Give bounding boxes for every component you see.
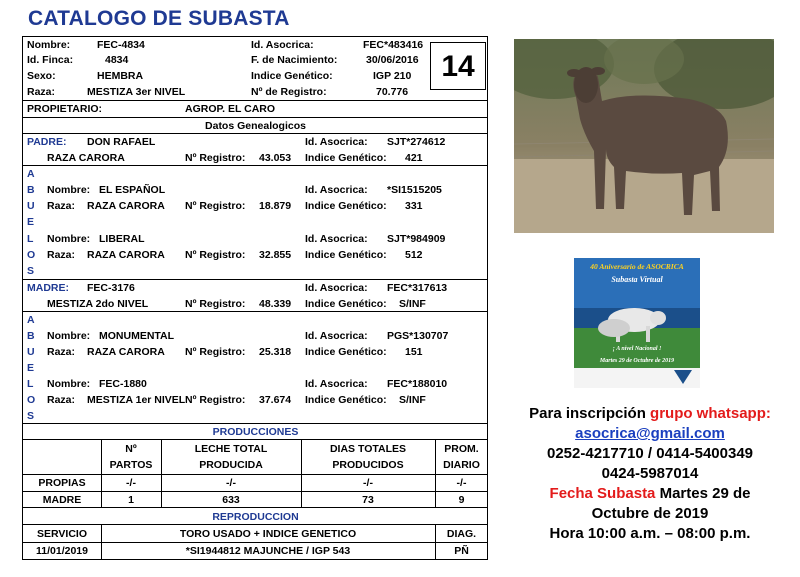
abuelo-m1-genetico-label: Indice Genético: (305, 346, 387, 358)
auction-poster (574, 258, 700, 388)
col-prom-header: DIARIO (443, 459, 480, 471)
abuelos-letter: L (27, 378, 34, 390)
abuelo-m1-asocrica: PGS*130707 (387, 330, 449, 342)
lot-number: 14 (430, 42, 486, 90)
poster-headline: 40 Aniversario de ASOCRICA (590, 262, 684, 271)
raza-value: MESTIZA 3er NIVEL (87, 86, 186, 98)
col-dias-header: PRODUCIDOS (332, 459, 404, 471)
abuelo-p2-genetico-label: Indice Genético: (305, 249, 387, 261)
abuelo-p1-nombre: EL ESPAÑOL (99, 184, 166, 196)
propietario-label: PROPIETARIO: (27, 103, 103, 115)
abuelo-m2-registro-label: Nº Registro: (185, 394, 246, 406)
abuelo-p1-asocrica-label: Id. Asocrica: (305, 184, 368, 196)
asocrica-label: Id. Asocrica: (251, 39, 314, 51)
abuelos-letter: B (27, 330, 35, 342)
padre-registro: 43.053 (259, 152, 292, 164)
nombre-label: Nombre: (27, 39, 71, 51)
abuelo-m2-raza-label: Raza: (47, 394, 76, 406)
registro-value: 70.776 (376, 86, 409, 98)
prod-row-label: MADRE (42, 494, 82, 506)
col-partos-header: PARTOS (109, 459, 153, 471)
raza-label: Raza: (27, 86, 56, 98)
col-dias-header: DIAS TOTALES (329, 443, 407, 455)
padre-raza: RAZA CARORA (47, 152, 125, 164)
prod-row-prom: 9 (458, 494, 465, 506)
fecha-line: Fecha Subasta Martes 29 de (549, 485, 751, 502)
madre-asocrica-label: Id. Asocrica: (305, 282, 368, 294)
padre-label: PADRE: (27, 136, 67, 148)
abuelo-m1-genetico: 151 (405, 346, 423, 358)
prod-row-prom: -/- (456, 477, 467, 489)
abuelos-letter: E (27, 362, 35, 374)
poster-date: Martes 29 de Octubre de 2019 (599, 358, 675, 364)
abuelos-letter: O (27, 249, 36, 261)
abuelo-p1-genetico-label: Indice Genético: (305, 200, 387, 212)
producciones-header: PRODUCCIONES (212, 426, 299, 438)
madre-asocrica: FEC*317613 (387, 282, 448, 294)
col-diag-header: DIAG. (446, 528, 477, 540)
abuelo-m2-nombre: FEC-1880 (99, 378, 147, 390)
abuelo-p2-asocrica-label: Id. Asocrica: (305, 233, 368, 245)
abuelo-p2-genetico: 512 (405, 249, 423, 261)
poster-tagline: ¡ A nivel Nacional ! (612, 346, 662, 352)
abuelos-letter: U (27, 346, 35, 358)
madre-genetico-label: Indice Genético: (305, 298, 387, 310)
abuelo-p2-registro-label: Nº Registro: (185, 249, 246, 261)
phones-line-2: 0424-5987014 (601, 465, 699, 482)
abuelo-p1-asocrica: *SI1515205 (387, 184, 442, 196)
padre-asocrica: SJT*274612 (387, 136, 446, 148)
abuelos-letter: E (27, 216, 35, 228)
abuelo-m1-nombre-label: Nombre: (47, 330, 91, 342)
abuelo-m2-genetico-label: Indice Genético: (305, 394, 387, 406)
prod-row-dias: -/- (363, 477, 373, 489)
nombre-value: FEC-4834 (97, 39, 145, 51)
padre-registro-label: Nº Registro: (185, 152, 246, 164)
abuelo-p2-nombre-label: Nombre: (47, 233, 91, 245)
abuelo-m1-asocrica-label: Id. Asocrica: (305, 330, 368, 342)
asocrica-value: FEC*483416 (363, 39, 424, 51)
servicio-date: 11/01/2019 (36, 545, 88, 557)
abuelos-letter: O (27, 394, 36, 406)
prod-row-leche: -/- (226, 477, 236, 489)
finca-label: Id. Finca: (27, 54, 74, 66)
prod-row-partos: 1 (128, 494, 134, 506)
fecha-line-2: Octubre de 2019 (591, 505, 709, 522)
genealogy-header: Datos Genealogicos (205, 120, 306, 132)
abuelo-p1-nombre-label: Nombre: (47, 184, 91, 196)
hora-line: Hora 10:00 a.m. – 08:00 p.m. (549, 525, 751, 542)
phones-line-1: 0252-4217710 / 0414-5400349 (546, 445, 754, 462)
abuelo-p1-genetico: 331 (405, 200, 423, 212)
abuelo-p1-registro-label: Nº Registro: (185, 200, 246, 212)
abuelo-m1-nombre: MONUMENTAL (99, 330, 175, 342)
prod-row-label: PROPIAS (38, 477, 86, 489)
registro-label: Nº de Registro: (251, 86, 327, 98)
sexo-label: Sexo: (27, 70, 56, 82)
abuelo-m1-raza-label: Raza: (47, 346, 76, 358)
abuelo-m2-nombre-label: Nombre: (47, 378, 91, 390)
col-toro-header: TORO USADO + INDICE GENETICO (179, 528, 357, 540)
col-servicio-header: SERVICIO (37, 528, 87, 540)
abuelo-p2-raza: RAZA CARORA (87, 249, 165, 261)
abuelo-m2-genetico: S/INF (399, 394, 426, 406)
abuelo-p1-registro: 18.879 (259, 200, 292, 212)
abuelos-letter: S (27, 265, 35, 277)
abuelo-p2-asocrica: SJT*984909 (387, 233, 446, 245)
madre-genetico: S/INF (399, 298, 426, 310)
abuelo-m2-registro: 37.674 (259, 394, 292, 406)
padre-genetico-label: Indice Genético: (305, 152, 387, 164)
abuelos-letter: A (27, 314, 35, 326)
diag-value: PÑ (454, 545, 469, 557)
abuelos-letter: U (27, 200, 35, 212)
email-link[interactable]: asocrica@gmail.com (575, 425, 725, 442)
inscripcion-line: Para inscripción grupo whatsapp: (529, 405, 771, 422)
toro-usado: *SI1944812 MAJUNCHE / IGP 543 (185, 545, 351, 557)
madre-nombre: FEC-3176 (87, 282, 135, 294)
nacimiento-value: 30/06/2016 (366, 54, 419, 66)
abuelo-p1-raza-label: Raza: (47, 200, 76, 212)
genetico-value: IGP 210 (373, 70, 412, 82)
abuelos-letter: S (27, 410, 35, 422)
abuelos-letter: B (27, 184, 35, 196)
page-title: CATALOGO DE SUBASTA (28, 7, 290, 30)
madre-registro-label: Nº Registro: (185, 298, 246, 310)
abuelo-m2-asocrica: FEC*188010 (387, 378, 448, 390)
reproduccion-header: REPRODUCCION (212, 511, 299, 523)
abuelo-p1-raza: RAZA CARORA (87, 200, 165, 212)
abuelos-letter: L (27, 233, 34, 245)
contact-info (500, 404, 800, 544)
abuelo-p2-registro: 32.855 (259, 249, 292, 261)
padre-nombre: DON RAFAEL (87, 136, 156, 148)
col-partos-header: Nº (125, 443, 137, 455)
col-prom-header: PROM. (444, 443, 479, 455)
madre-registro: 48.339 (259, 298, 292, 310)
col-leche-header: LECHE TOTAL (194, 443, 268, 455)
genetico-label: Indice Genético: (251, 70, 333, 82)
madre-label: MADRE: (27, 282, 69, 294)
propietario-value: AGROP. EL CARO (185, 103, 276, 115)
abuelos-letter: A (27, 168, 35, 180)
prod-row-leche: 633 (222, 494, 240, 506)
poster-subtitle: Subasta Virtual (611, 275, 663, 284)
nacimiento-label: F. de Nacimiento: (251, 54, 338, 66)
abuelo-m1-raza: RAZA CARORA (87, 346, 165, 358)
col-leche-header: PRODUCIDA (199, 459, 263, 471)
abuelo-p2-nombre: LIBERAL (99, 233, 145, 245)
padre-genetico: 421 (405, 152, 423, 164)
sexo-value: HEMBRA (97, 70, 144, 82)
padre-asocrica-label: Id. Asocrica: (305, 136, 368, 148)
abuelo-m1-registro-label: Nº Registro: (185, 346, 246, 358)
abuelo-m2-raza: MESTIZA 1er NIVEL (87, 394, 186, 406)
cow-photo (514, 39, 774, 233)
prod-row-dias: 73 (362, 494, 374, 506)
abuelo-m2-asocrica-label: Id. Asocrica: (305, 378, 368, 390)
abuelo-p2-raza-label: Raza: (47, 249, 76, 261)
abuelo-m1-registro: 25.318 (259, 346, 292, 358)
prod-row-partos: -/- (126, 477, 136, 489)
catalog-sheet (22, 36, 488, 560)
madre-raza: MESTIZA 2do NIVEL (47, 298, 149, 310)
finca-value: 4834 (105, 54, 129, 66)
